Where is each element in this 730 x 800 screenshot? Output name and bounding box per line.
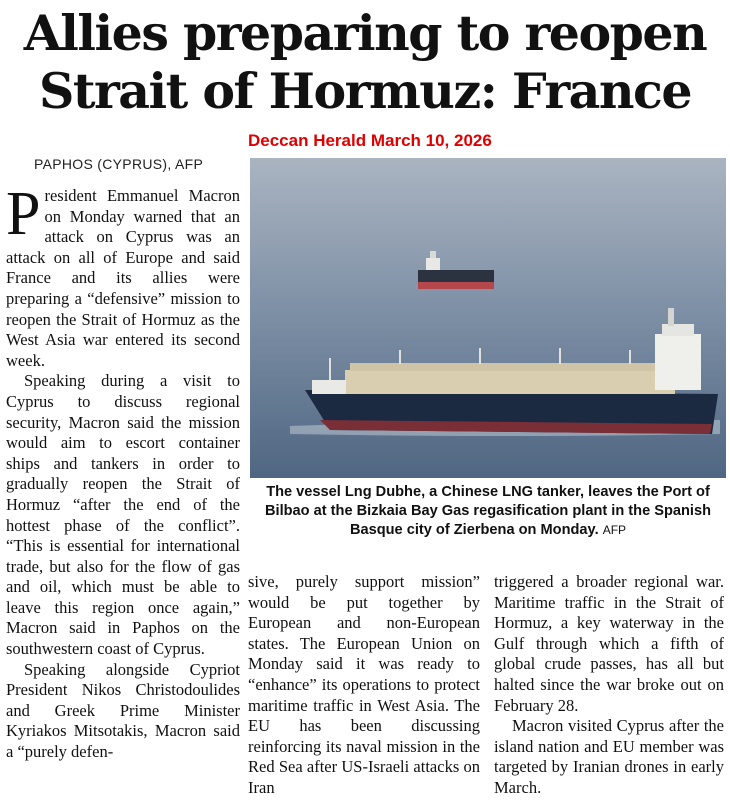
article-column-3 bbox=[494, 572, 724, 799]
headline-line-2: Strait of Hormuz: France bbox=[38, 62, 692, 120]
drop-cap: P bbox=[6, 180, 41, 248]
caption-text: The vessel Lng Dubhe, a Chinese LNG tanker, leaves the Port of Bilbao at the Bizkaia Bay Gas regasification plant in the Spanish Basque city of Zierbena on Monday. bbox=[264, 484, 712, 538]
article-paragraph-3: Speaking alongside Cypriot President Nikos Christodoulides and Greek Prime Minister Kyriakos Mitsotakis, Macron said a “purely defen- bbox=[6, 659, 240, 762]
photo-caption bbox=[250, 483, 726, 540]
article-column-2 bbox=[248, 572, 480, 799]
ship-illustration bbox=[250, 158, 726, 478]
article-paragraph-5: triggered a broader regional war. Maritime traffic in the Strait of Hormuz, a key waterway in the Gulf through which a fifth of global crude passes, has all but halted since the war broke out on February 28. bbox=[494, 572, 724, 715]
caption-credit: AFP bbox=[602, 523, 627, 537]
article-paragraph-2: Speaking during a visit to Cyprus to discuss regional security, Macron said the mission would aim to escort container ships and tankers in order to gradually reopen the Strait of Hormuz “after the end of the hottest phase of the conflict”. “This is essential for international trade, but also for the flow of gas and oil, which must be able to leave this region once again,” Macron said in Paphos on the southwestern coast of Cyprus. bbox=[6, 371, 240, 659]
article-paragraph-1 bbox=[6, 180, 240, 371]
paragraph-1-text: resident Emmanuel Macron on Monday warned that an attack on Cyprus was an attack on all of Europe and said France and its allies were preparing a “defensive” mission to reopen the Strait of Hormuz as the West Asia war entered its second week. bbox=[6, 186, 240, 370]
masthead-date: Deccan Herald March 10, 2026 bbox=[248, 131, 492, 150]
tanker-photo bbox=[250, 158, 726, 478]
dateline: PAPHOS (CYPRUS), AFP bbox=[34, 156, 204, 172]
article-column-1 bbox=[6, 180, 240, 763]
headline bbox=[0, 4, 730, 120]
headline-line-1: Allies preparing to reopen bbox=[23, 4, 707, 62]
article-paragraph-4: sive, purely support mission” would be put together by European and non-European states. The European Union on Monday said it was ready to “enhance” its operations to protect maritime traffic in West Asia. The EU has been discussing reinforcing its naval mission in the Red Sea after US-Israeli attacks on Iran bbox=[248, 572, 480, 797]
article-paragraph-6: Macron visited Cyprus after the island nation and EU member was targeted by Iranian drones in early March. bbox=[494, 716, 724, 797]
